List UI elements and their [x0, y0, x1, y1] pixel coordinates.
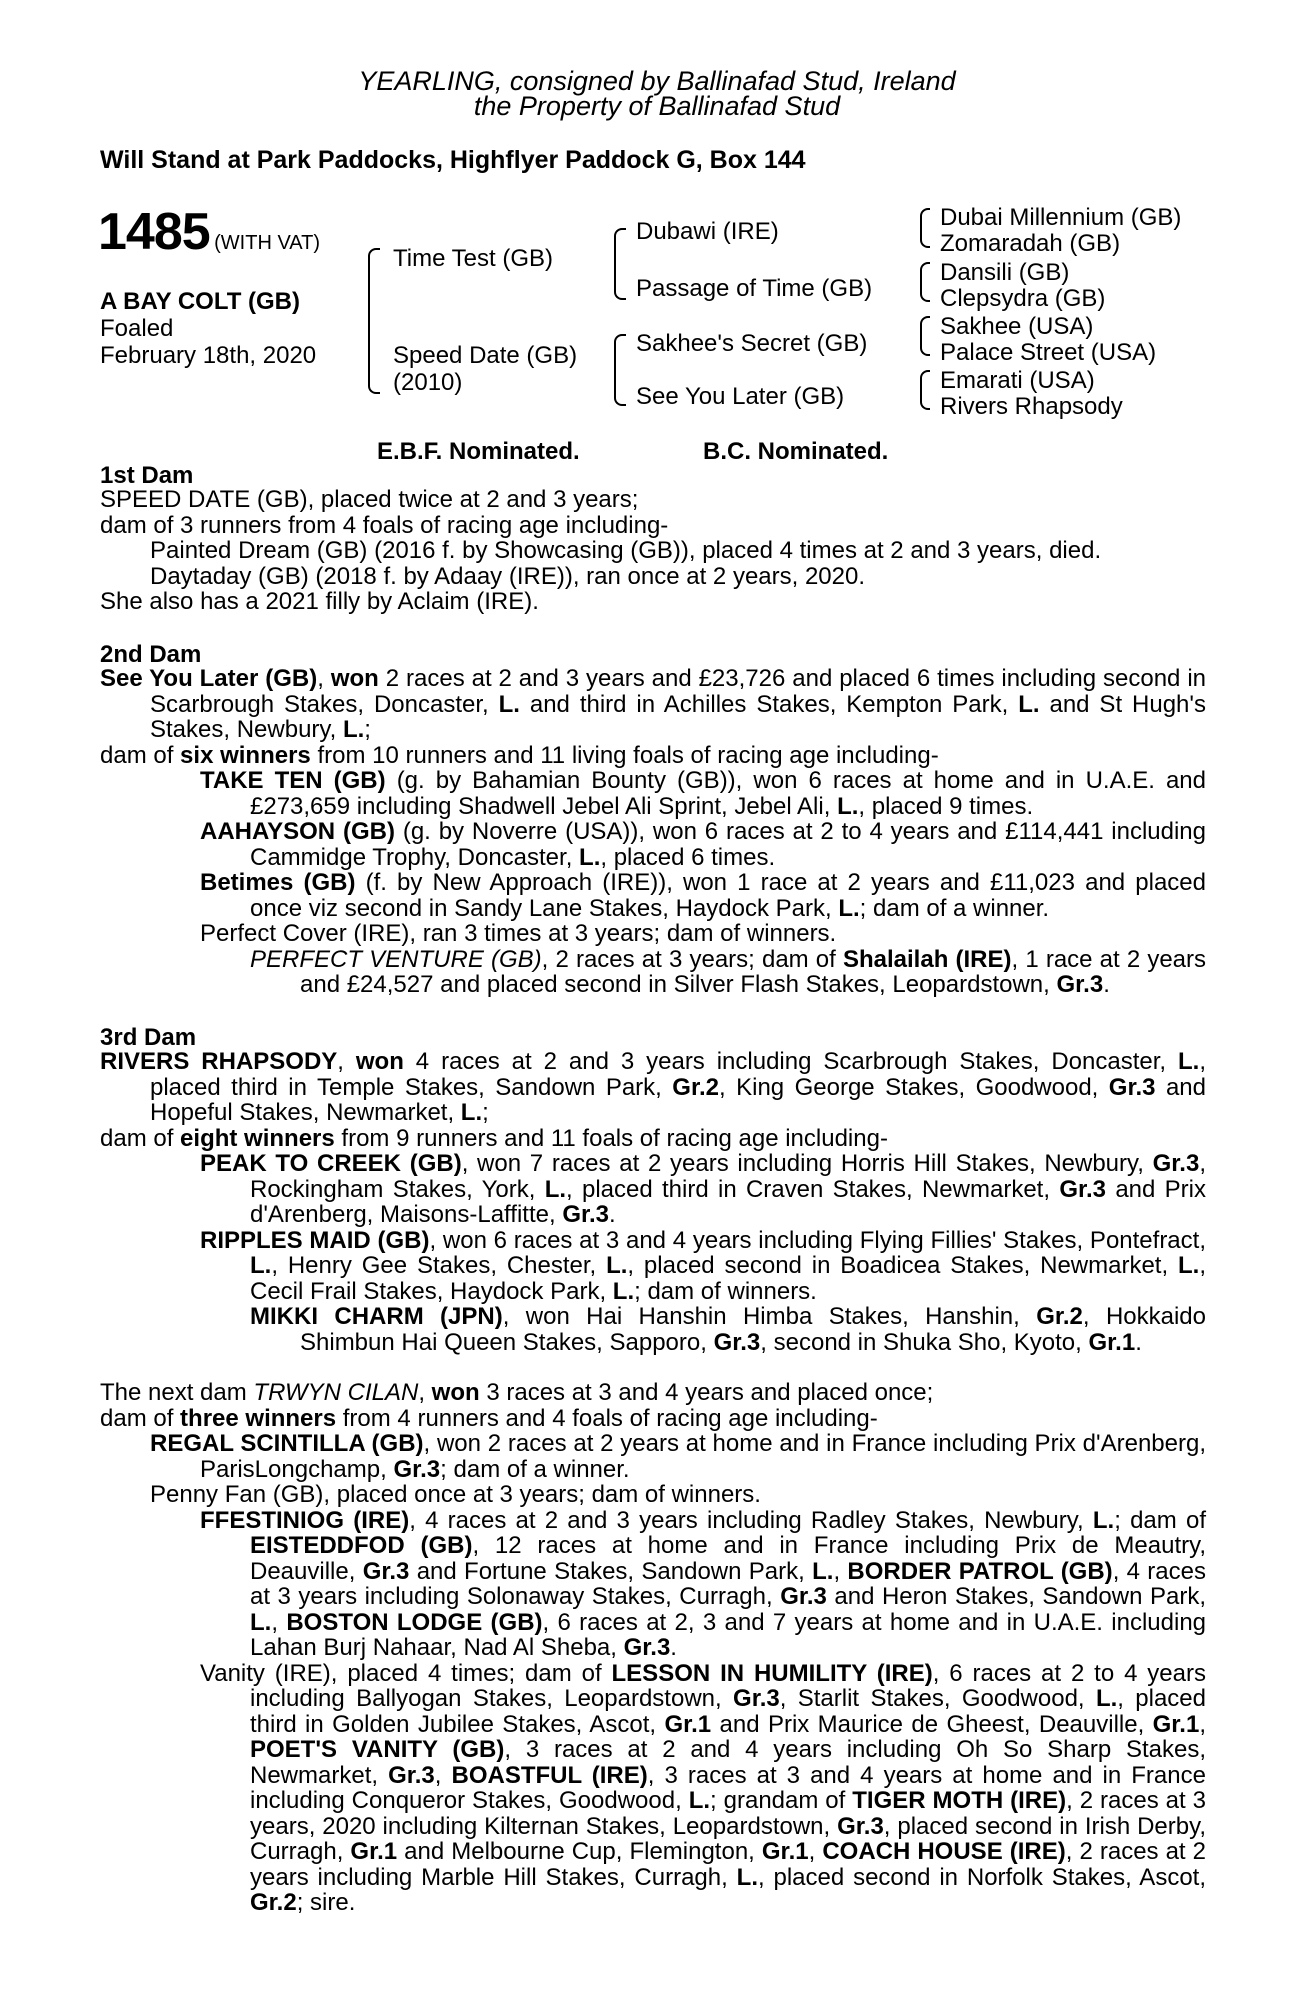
g3-brace [920, 316, 930, 356]
gg-3: Dansili (GB) [940, 259, 1070, 286]
sire-dam-brace [368, 248, 380, 394]
sire-brace [614, 228, 626, 300]
g4-brace [920, 370, 930, 410]
grandsire-2: Sakhee's Secret (GB) [636, 330, 868, 357]
g1-brace [920, 208, 930, 248]
gg-7: Emarati (USA) [940, 367, 1095, 394]
dam-year: (2010) [393, 369, 463, 396]
g2-brace [920, 262, 930, 302]
ebf-nomination: E.B.F. Nominated. [377, 438, 580, 465]
bc-nomination: B.C. Nominated. [703, 438, 889, 465]
granddam-1: Passage of Time (GB) [636, 275, 873, 302]
dam-name: Speed Date (GB) [393, 342, 578, 369]
grandsire-1: Dubawi (IRE) [636, 218, 779, 245]
gg-4: Clepsydra (GB) [940, 285, 1106, 312]
foaled-date: February 18th, 2020 [100, 342, 317, 369]
second-dam-heading: 2nd Dam [100, 641, 202, 668]
sire-name: Time Test (GB) [393, 245, 554, 272]
header-property: the Property of Ballinafad Stud [473, 91, 841, 121]
lot-vat: (WITH VAT) [214, 232, 321, 254]
lot-name: A BAY COLT (GB) [100, 288, 301, 315]
gg-1: Dubai Millennium (GB) [940, 204, 1182, 231]
first-dam-body: SPEED DATE (GB), placed twice at 2 and 3 years; dam of 3 runners from 4 foals of racing age including- Painted Dream (GB) (2016 f. by Showcasing (GB)), placed 4 times at 2 and 3 years, died. Daytaday (GB) (2018 f. by Adaay (IRE)), ran once at 2 years, 2020. She also has a 2021 filly by Aclaim (IRE). [100, 486, 1102, 615]
foaled-label: Foaled [100, 315, 174, 342]
lot-number: 1485 [98, 203, 210, 261]
gg-2: Zomaradah (GB) [940, 230, 1121, 257]
third-dam-body: RIVERS RHAPSODY, won 4 races at 2 and 3 years including Scarbrough Stakes, Doncaster, L., placed third in Temple Stakes, Sandown Park, Gr.2, King George Stakes, Goodwood, Gr.3 and Hopeful Stakes, Newmarket, L.; dam of eight winners from 9 runners and 11 foals of racing age including- PEAK TO CREEK (GB), won 7 races at 2 years including Horris Hill Stakes, Newbury, Gr.3, Rockingham Stakes, York, L., placed third in Craven Stakes, Newmarket, Gr.3 and Prix d'Arenberg, Maisons-Laffitte, Gr.3. RIPPLES MAID (GB), won 6 races at 3 and 4 years including Flying Fillies' Stakes, Pontefract, L., Henry Gee Stakes, Chester, L., placed second in Boadicea Stakes, Newmarket, L., Cecil Frail Stakes, Haydock Park, L.; dam of winners. MIKKI CHARM (JPN), won Hai Hanshin Himba Stakes, Hanshin, Gr.2, Hokkaido Shimbun Hai Queen Stakes, Sapporo, Gr.3, second in Shuka Sho, Kyoto, Gr.1. [100, 1048, 1206, 1356]
third-dam-heading: 3rd Dam [100, 1024, 197, 1051]
next-dam-body: The next dam TRWYN CILAN, won 3 races at 3 and 4 years and placed once; dam of three winners from 4 runners and 4 foals of racing age including- REGAL SCINTILLA (GB), won 2 races at 2 years at home and in France including Prix d'Arenberg, ParisLongchamp, Gr.3; dam of a winner. Penny Fan (GB), placed once at 3 years; dam of winners. FFESTINIOG (IRE), 4 races at 2 and 3 years including Radley Stakes, Newbury, L.; dam of EISTEDDFOD (GB), 12 races at home and in France including Prix de Meautry, Deauville, Gr.3 and Fortune Stakes, Sandown Park, L., BORDER PATROL (GB), 4 races at 3 years including Solonaway Stakes, Curragh, Gr.3 and Heron Stakes, Sandown Park, L., BOSTON LODGE (GB), 6 races at 2, 3 and 7 years at home and in U.A.E. including Lahan Burj Nahaar, Nad Al Sheba, Gr.3. Vanity (IRE), placed 4 times; dam of LESSON IN HUMILITY (IRE), 6 races at 2 to 4 years including Ballyogan Stakes, Leopardstown, Gr.3, Starlit Stakes, Goodwood, L., placed third in Golden Jubilee Stakes, Ascot, Gr.1 and Prix Maurice de Gheest, Deauville, Gr.1, POET'S VANITY (GB), 3 races at 2 and 4 years including Oh So Sharp Stakes, Newmarket, Gr.3, BOASTFUL (IRE), 3 races at 3 and 4 years at home and in France including Conqueror Stakes, Goodwood, L.; grandam of TIGER MOTH (IRE), 2 races at 3 years, 2020 including Kilternan Stakes, Leopardstown, Gr.3, placed second in Irish Derby, Curragh, Gr.1 and Melbourne Cup, Flemington, Gr.1, COACH HOUSE (IRE), 2 races at 2 years including Marble Hill Stakes, Curragh, L., placed second in Norfolk Stakes, Ascot, Gr.2; sire. [100, 1379, 1207, 1916]
header-stand: Will Stand at Park Paddocks, Highflyer Paddock G, Box 144 [100, 146, 806, 174]
header-consignor: YEARLING, consigned by Ballinafad Stud, Ireland [358, 66, 956, 96]
first-dam-heading: 1st Dam [100, 462, 194, 489]
gg-5: Sakhee (USA) [940, 313, 1094, 340]
granddam-2: See You Later (GB) [636, 383, 845, 410]
gg-6: Palace Street (USA) [940, 339, 1157, 366]
lot-number-block [98, 202, 320, 262]
second-dam-body: See You Later (GB), won 2 races at 2 and 3 years and £23,726 and placed 6 times including second in Scarbrough Stakes, Doncaster, L. and third in Achilles Stakes, Kempton Park, L. and St Hugh's Stakes, Newbury, L.; dam of six winners from 10 runners and 11 living foals of racing age including- TAKE TEN (GB) (g. by Bahamian Bounty (GB)), won 6 races at home and in U.A.E. and £273,659 including Shadwell Jebel Ali Sprint, Jebel Ali, L., placed 9 times. AAHAYSON (GB) (g. by Noverre (USA)), won 6 races at 2 to 4 years and £114,441 including Cammidge Trophy, Doncaster, L., placed 6 times. Betimes (GB) (f. by New Approach (IRE)), won 1 race at 2 years and £11,023 and placed once viz second in Sandy Lane Stakes, Haydock Park, L.; dam of a winner. Perfect Cover (IRE), ran 3 times at 3 years; dam of winners. PERFECT VENTURE (GB), 2 races at 3 years; dam of Shalailah (IRE), 1 race at 2 years and £24,527 and placed second in Silver Flash Stakes, Leopardstown, Gr.3. [100, 665, 1207, 998]
gg-8: Rivers Rhapsody [940, 393, 1123, 420]
dam-brace [614, 334, 626, 406]
